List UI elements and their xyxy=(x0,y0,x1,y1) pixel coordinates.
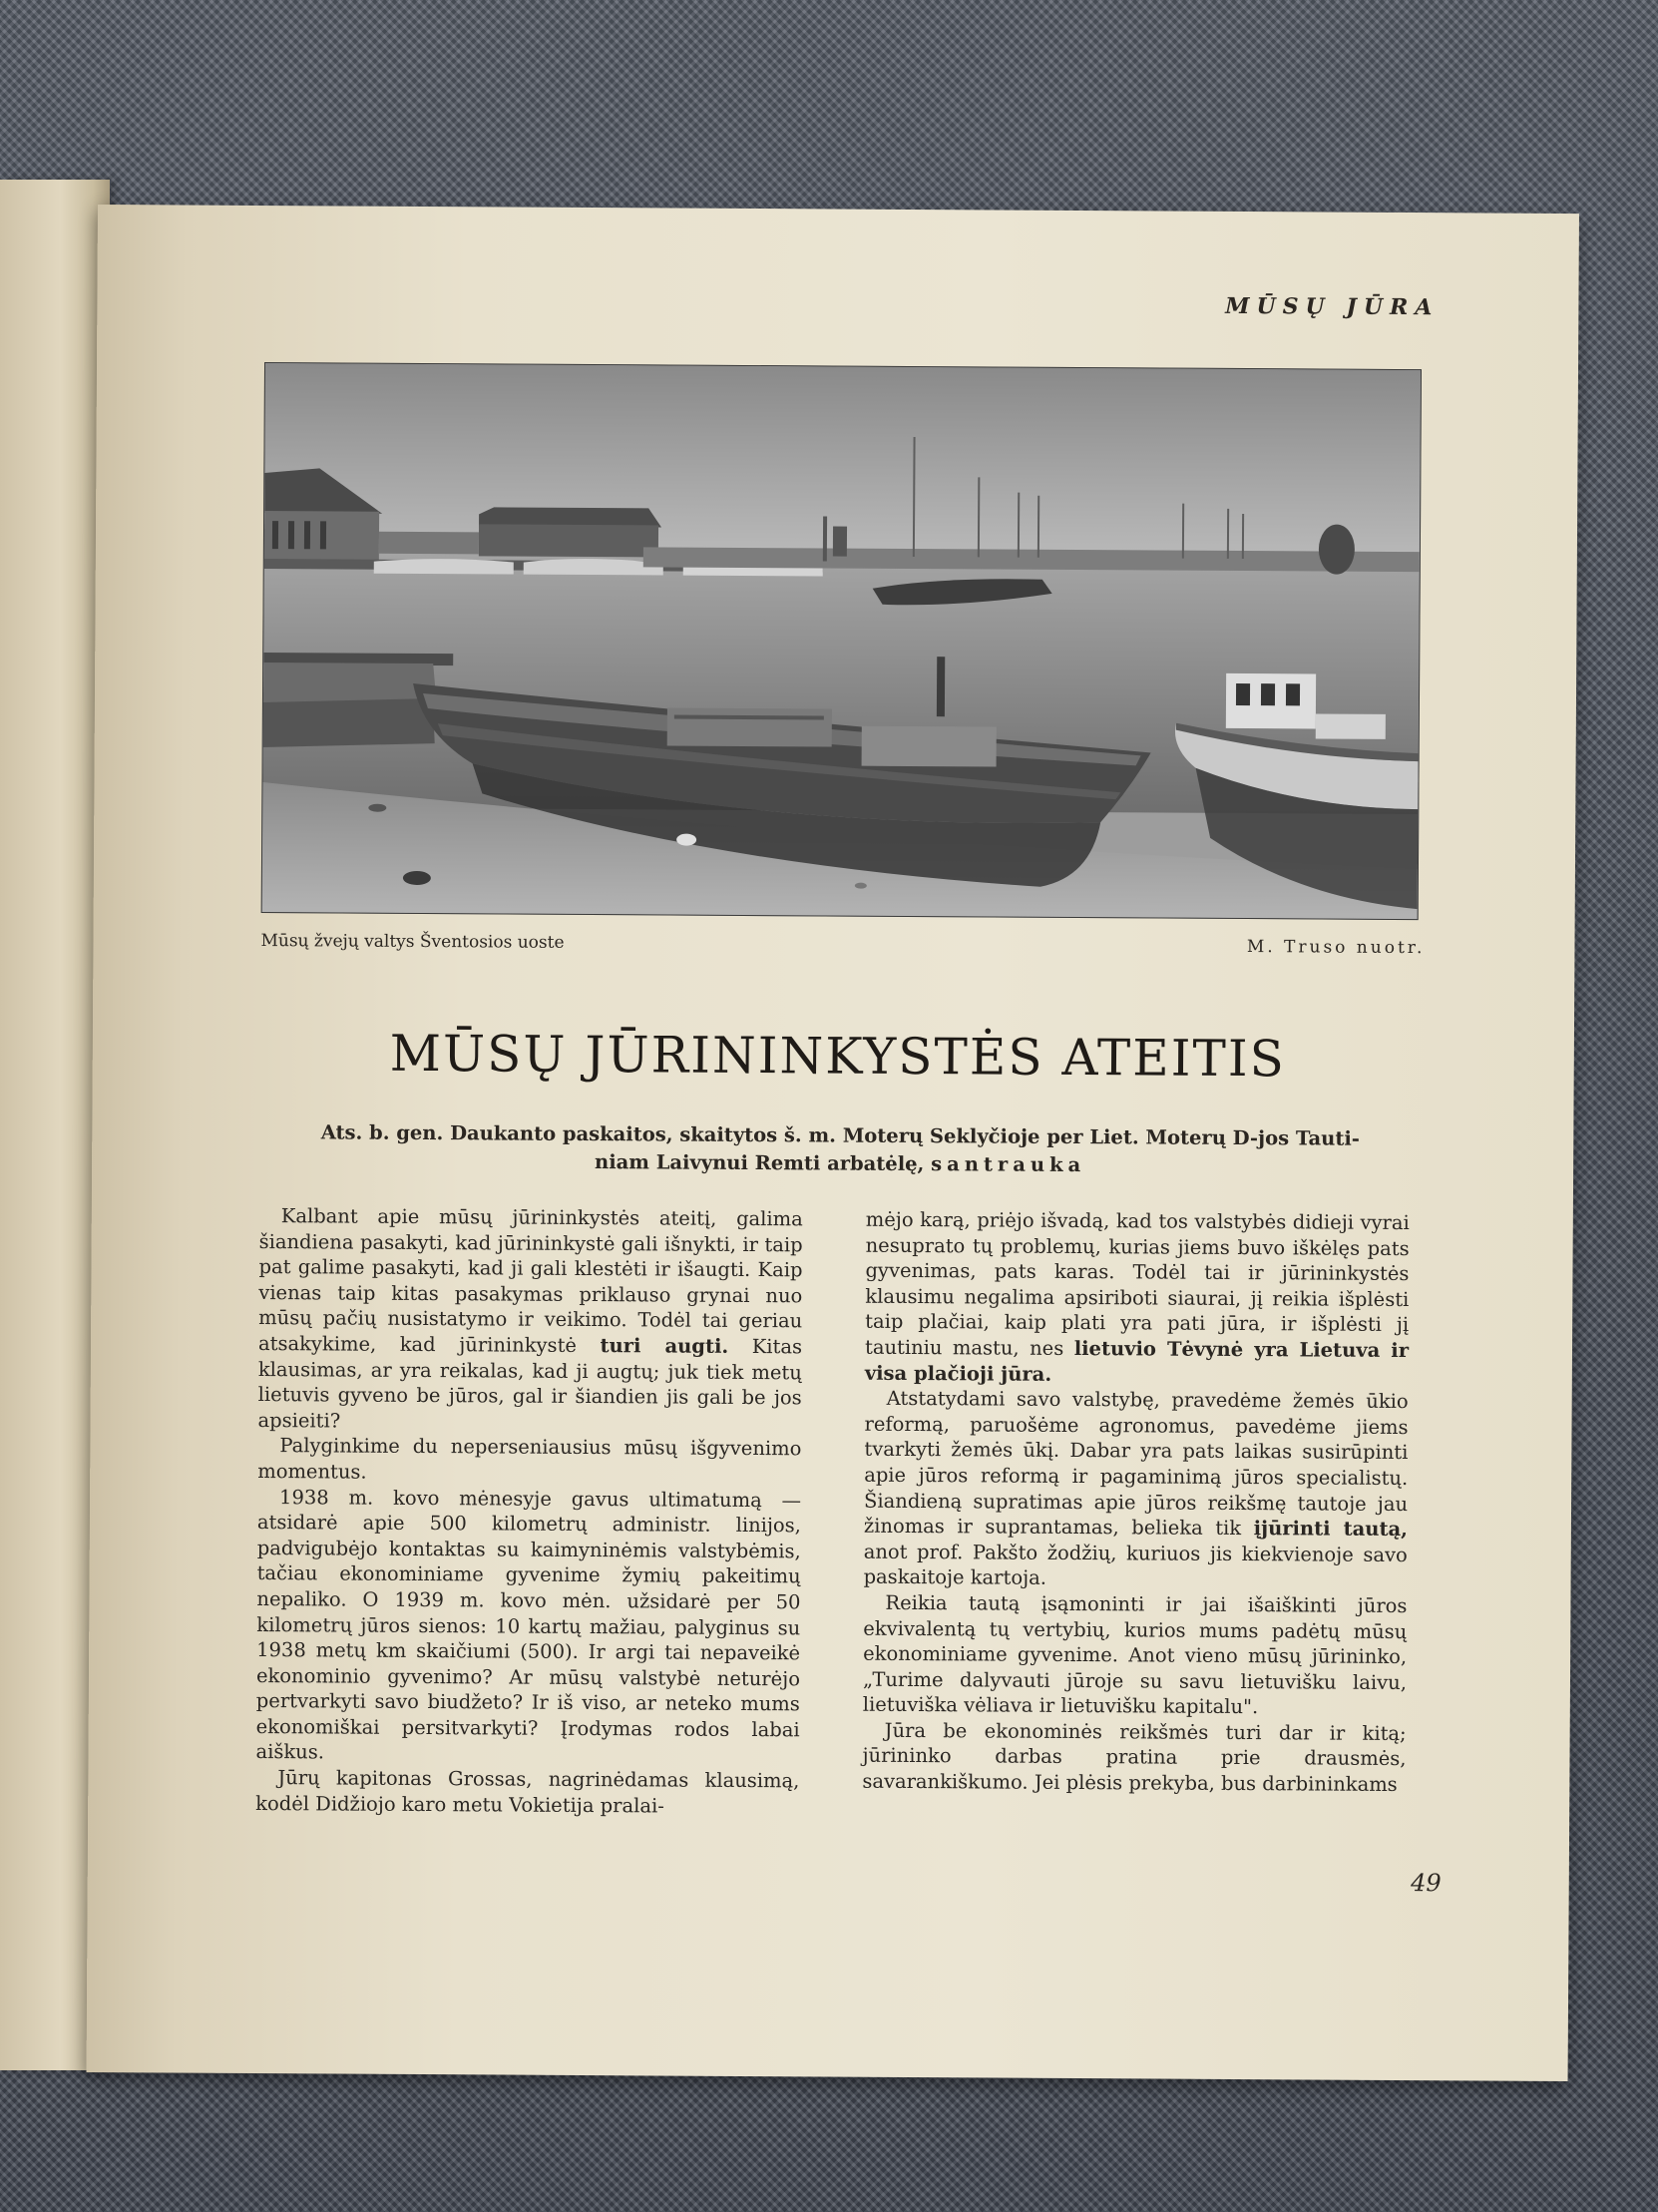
photo-credit: M. Truso nuotr. xyxy=(1246,937,1426,959)
right-column xyxy=(862,1207,1410,1798)
emphasis: lietuvio Tėvynė yra Lietuva ir visa plačioji jūra. xyxy=(864,1336,1410,1386)
page-number: 49 xyxy=(1411,1869,1442,1898)
paragraph-text: Kitas klausimas, ar yra reikalas, kad ji augtų; juk tiek metų lietuvis gyveno be jūros, gal ir šiandien jis gali be jos apsieiti? xyxy=(257,1334,803,1433)
paragraph: Palyginkime du neperseniausius mūsų išgyvenimo momentus. xyxy=(257,1434,802,1484)
paragraph-text: anot prof. Pakšto žodžių, kuriuos jis kiekvienoje savo paskaitoje kartoja. xyxy=(863,1540,1408,1590)
paragraph: Jūrų kapitonas Grossas, nagrinėdamas klausimą, kodėl Didžiojo karo metu Vokietija pralai- xyxy=(255,1766,800,1818)
photo-caption: Mūsų žvejų valtys Šventosios uoste xyxy=(260,931,565,953)
subtitle-spaced: santrauka xyxy=(931,1152,1086,1177)
left-column xyxy=(255,1203,803,1820)
paragraph: Jūra be ekonominės reikšmės turi dar ir kitą; jūrininko darbas pratina prie drausmės, savarankiškumo. Jei plėsis prekyba, bus darbininkams xyxy=(862,1718,1407,1797)
paragraph xyxy=(864,1386,1409,1593)
paragraph: Reikia tautą įsąmoninti ir jai išaiškinti jūros ekvivalentą tų vertybių, kurios mums padėtų mūsų ekonominiame gyvenime. Anot vieno mūsų jūrininko, „Turime dalyvauti jūroje su savu lietuvišku laivu, lietuviška vėliava ir lietuvišku kapitalu". xyxy=(862,1590,1408,1719)
subtitle-line-1: Ats. b. gen. Daukanto paskaitos, skaitytos š. m. Moterų Seklyčioje per Liet. Moterų D-jos Tauti- xyxy=(320,1120,1360,1150)
paragraph-text: Atstatydami savo valstybę, pravedėme žemės ūkio reformą, paruošėme agronomus, pavedėme jiems tvarkyti žemės ūkį. Dabar yra pats laikas susirūpinti apie jūros reformą ir pagaminimą jūros specialistų. Šiandieną supratimas apie jūros reikšmę tautoje jau žinomas ir suprantamas, belieka tik xyxy=(863,1387,1409,1541)
paragraph-text: Kalbant apie mūsų jūrininkystės ateitį, galima šiandiena pasakyti, kad jūrininkystė gali išnykti, ir taip pat galime pasakyti, kad ji gali klestėti ir išaugti. Kaip vienas taip kitas pasakymas priklauso grynai nuo mūsų pačių nusistatymo ir veikimo. Todėl tai geriau atsakykime, kad jūrininkystė xyxy=(257,1204,803,1357)
subtitle-line-2: niam Laivynui Remti arbatėlę, xyxy=(595,1150,925,1176)
article-title: MŪSŲ JŪRININKYSTĖS ATEITIS xyxy=(389,1024,1286,1089)
paragraph xyxy=(865,1207,1410,1389)
paragraph: 1938 m. kovo mėnesyje gavus ultimatumą — atsidarė apie 500 kilometrų administr. linijos, padvigubėjo kontaktas su kaimyninėmis valstybėmis, tačiau ekonominiame gyvenime žymių pakeitimų nepaliko. O 1939 m. kovo mėn. užsidarė per 50 kilometrų jūros sienos: 10 kartų mažiau, palyginus su 1938 metų km skaičiumi (500). Ir argi tai nepaveikė ekonominio gyvenimo? Ar mūsų valstybė neturėjo pertvarkyti savo biudžeto? Ir iš viso, ar neteko mums ekonomiškai persitvarkyti? Įrodymas rodos labai aiškus. xyxy=(255,1485,802,1764)
running-head: MŪSŲ JŪRA xyxy=(1225,292,1440,321)
harbor-photo xyxy=(261,362,1422,920)
paragraph-text: mėjo karą, priėjo išvadą, kad tos valstybės didieji vyrai nesuprato tų problemų, kurias jiems buvo iškėlęs pats gyvenimas, pats karas. Todėl tai ir jūrininkystės klausimu negalima apsiriboti siaurai, jį reikia išplėsti taip plačiai, kaip plati yra pati jūra, ir išplėsti jį tautiniu mastu, nes xyxy=(864,1207,1410,1360)
emphasis: įjūrinti tautą, xyxy=(1253,1517,1408,1542)
article-subtitle xyxy=(281,1118,1399,1181)
emphasis: turi augti. xyxy=(600,1334,729,1358)
paragraph xyxy=(257,1203,802,1437)
magazine-page xyxy=(87,205,1579,2081)
